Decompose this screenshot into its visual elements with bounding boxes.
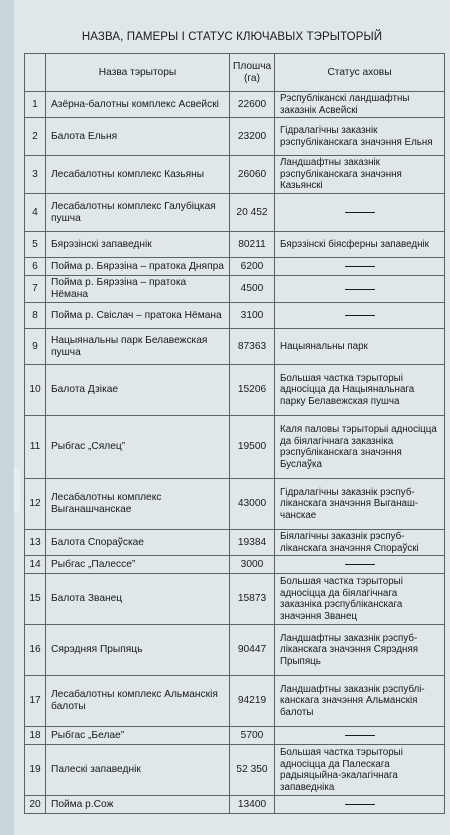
protection-status: Большая частка тэрыторыі адносіцца да біялагічнага заказніка рэспубліканскага значэння Званец bbox=[275, 574, 445, 625]
row-number: 5 bbox=[25, 232, 46, 258]
dash-mark bbox=[345, 315, 375, 316]
territory-name: Азёрна-балотны комплекс Асвейскі bbox=[46, 92, 230, 118]
protection-status: Ландшафтны заказнік рэспубліканскага значэння Казьянскі bbox=[275, 156, 445, 194]
table-row bbox=[25, 329, 445, 365]
territory-name: Пойма р. Бярэзіна – пратока Нёмана bbox=[46, 276, 230, 303]
territory-area: 26060 bbox=[230, 156, 275, 194]
protection-status-none bbox=[275, 727, 445, 745]
territory-name: Сярэдняя Прыпяць bbox=[46, 625, 230, 676]
row-number: 10 bbox=[25, 365, 46, 416]
territory-name: Пойма р.Сож bbox=[46, 796, 230, 814]
table-row bbox=[25, 232, 445, 258]
territory-area: 13400 bbox=[230, 796, 275, 814]
row-number: 17 bbox=[25, 676, 46, 727]
dash-mark bbox=[345, 212, 375, 213]
territory-name: Лесабалотны комплекс Выганашчанскае bbox=[46, 479, 230, 530]
row-number: 7 bbox=[25, 276, 46, 303]
table-row bbox=[25, 118, 445, 156]
table-body bbox=[25, 92, 445, 814]
territory-area: 5700 bbox=[230, 727, 275, 745]
table-row bbox=[25, 796, 445, 814]
protection-status-none bbox=[275, 276, 445, 303]
territory-name: Балота Ельня bbox=[46, 118, 230, 156]
dash-mark bbox=[345, 289, 375, 290]
table-row bbox=[25, 574, 445, 625]
territory-area: 94219 bbox=[230, 676, 275, 727]
row-number: 20 bbox=[25, 796, 46, 814]
table-title: НАЗВА, ПАМЕРЫ І СТАТУС КЛЮЧАВЫХ ТЭРЫТОРЫЙ bbox=[81, 31, 383, 43]
table-row bbox=[25, 258, 445, 276]
row-number: 2 bbox=[25, 118, 46, 156]
territory-area: 22600 bbox=[230, 92, 275, 118]
row-number: 11 bbox=[25, 416, 46, 479]
territory-area: 23200 bbox=[230, 118, 275, 156]
protection-status-none bbox=[275, 556, 445, 574]
territories-table bbox=[24, 53, 445, 814]
protection-status-none bbox=[275, 303, 445, 329]
table-row bbox=[25, 676, 445, 727]
table-row bbox=[25, 556, 445, 574]
row-number: 8 bbox=[25, 303, 46, 329]
territory-area: 87363 bbox=[230, 329, 275, 365]
territory-area: 20 452 bbox=[230, 194, 275, 232]
protection-status: Рэспубліканскі ландшафтны заказнік Асвейскі bbox=[275, 92, 445, 118]
row-number: 18 bbox=[25, 727, 46, 745]
territory-name: Балота Званец bbox=[46, 574, 230, 625]
protection-status: Каля паловы тэрыторыі адносіцца да біялагічнага заказніка рэспубліканскага значэння Буслаўка bbox=[275, 416, 445, 479]
territory-name: Пойма р. Бярэзіна – пратока Дняпра bbox=[46, 258, 230, 276]
territory-area: 19500 bbox=[230, 416, 275, 479]
document-page bbox=[14, 0, 450, 835]
table-row bbox=[25, 92, 445, 118]
protection-status: Нацыянальны парк bbox=[275, 329, 445, 365]
row-number: 9 bbox=[25, 329, 46, 365]
page-edge-tab bbox=[14, 468, 20, 514]
row-number: 1 bbox=[25, 92, 46, 118]
territory-name: Балота Дзікае bbox=[46, 365, 230, 416]
table-row bbox=[25, 416, 445, 479]
table-row bbox=[25, 727, 445, 745]
protection-status: Гідралагічны заказнік рэспубліканскага значэння Ельня bbox=[275, 118, 445, 156]
territory-name: Лесабалотны комплекс Альманскія балоты bbox=[46, 676, 230, 727]
protection-status: Гідралагічны заказнік рэспуб-ліканскага значэння Выганаш-чанскае bbox=[275, 479, 445, 530]
territory-name: Нацыянальны парк Белавежская пушча bbox=[46, 329, 230, 365]
header-area: Плошча (га) bbox=[230, 54, 275, 92]
territory-area: 4500 bbox=[230, 276, 275, 303]
territory-area: 19384 bbox=[230, 530, 275, 556]
territory-name: Рыбгас „Белае” bbox=[46, 727, 230, 745]
territory-name: Балота Спораўскае bbox=[46, 530, 230, 556]
territory-name: Лесабалотны комплекс Казьяны bbox=[46, 156, 230, 194]
row-number: 19 bbox=[25, 745, 46, 796]
row-number: 15 bbox=[25, 574, 46, 625]
row-number: 6 bbox=[25, 258, 46, 276]
protection-status: Большая частка тэрыторыі адносіцца да Нацыянальнага парку Белавежская пушча bbox=[275, 365, 445, 416]
table-row bbox=[25, 625, 445, 676]
table-row bbox=[25, 276, 445, 303]
territory-name: Лесабалотны комплекс Галубіцкая пушча bbox=[46, 194, 230, 232]
header-name: Назва тэрыторы bbox=[46, 54, 230, 92]
row-number: 13 bbox=[25, 530, 46, 556]
territory-name: Пойма р. Свіслач – пратока Нёмана bbox=[46, 303, 230, 329]
protection-status: Ландшафтны заказнік рэспублі-канскага значэння Альманскія балоты bbox=[275, 676, 445, 727]
territory-name: Рыбгас „Сялец” bbox=[46, 416, 230, 479]
territory-area: 43000 bbox=[230, 479, 275, 530]
table-row bbox=[25, 194, 445, 232]
territory-name: Палескі запаведнік bbox=[46, 745, 230, 796]
protection-status-none bbox=[275, 258, 445, 276]
table-row bbox=[25, 303, 445, 329]
protection-status: Бярэзінскі біясферны запаведнік bbox=[275, 232, 445, 258]
table-row bbox=[25, 479, 445, 530]
dash-mark bbox=[345, 735, 375, 736]
territory-name: Рыбгас „Палессе” bbox=[46, 556, 230, 574]
table-row bbox=[25, 156, 445, 194]
table-header-row bbox=[25, 54, 445, 92]
protection-status-none bbox=[275, 796, 445, 814]
territory-area: 80211 bbox=[230, 232, 275, 258]
row-number: 12 bbox=[25, 479, 46, 530]
protection-status: Ландшафтны заказнік рэспуб-ліканскага значэння Сярэдняя Прыпяць bbox=[275, 625, 445, 676]
territory-name: Бярэзінскі запаведнік bbox=[46, 232, 230, 258]
dash-mark bbox=[345, 564, 375, 565]
dash-mark bbox=[345, 804, 375, 805]
table-row bbox=[25, 365, 445, 416]
table-row bbox=[25, 745, 445, 796]
territory-area: 52 350 bbox=[230, 745, 275, 796]
header-num bbox=[25, 54, 46, 92]
protection-status: Біялагічны заказнік рэспуб-ліканскага значэння Спораўскі bbox=[275, 530, 445, 556]
header-status: Статус аховы bbox=[275, 54, 445, 92]
territory-area: 90447 bbox=[230, 625, 275, 676]
territory-area: 15873 bbox=[230, 574, 275, 625]
territory-area: 3100 bbox=[230, 303, 275, 329]
row-number: 14 bbox=[25, 556, 46, 574]
territory-area: 15206 bbox=[230, 365, 275, 416]
row-number: 16 bbox=[25, 625, 46, 676]
dash-mark bbox=[345, 266, 375, 267]
row-number: 3 bbox=[25, 156, 46, 194]
protection-status-none bbox=[275, 194, 445, 232]
row-number: 4 bbox=[25, 194, 46, 232]
territory-area: 3000 bbox=[230, 556, 275, 574]
table-row bbox=[25, 530, 445, 556]
protection-status: Большая частка тэрыторыі адносіцца да Палескага радыяцыйна-экалагічнага запаведніка bbox=[275, 745, 445, 796]
territory-area: 6200 bbox=[230, 258, 275, 276]
